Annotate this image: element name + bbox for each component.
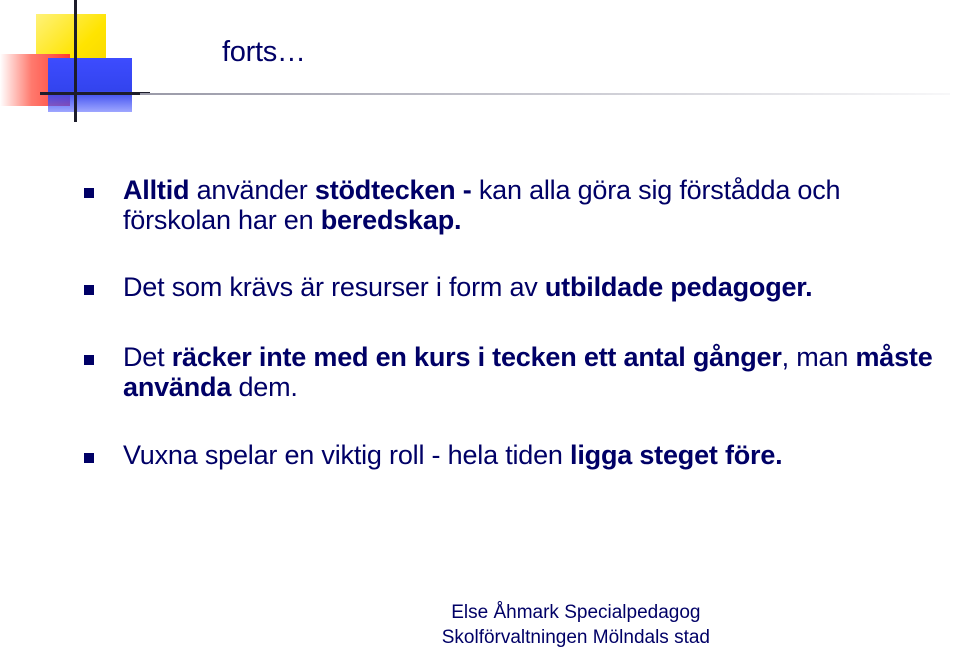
bullet-text [123, 175, 840, 235]
bold-text-run: beredskap. [320, 205, 462, 235]
text-run: använder [189, 175, 315, 205]
footer-organization: Skolförvaltningen Mölndals stad [441, 627, 710, 648]
footer [442, 600, 710, 650]
bold-text-run: måste använda [123, 342, 933, 402]
text-run: dem. [231, 372, 298, 402]
square-bullet-icon [84, 285, 94, 295]
text-run: Det [123, 342, 172, 372]
page-title: forts… [222, 36, 306, 68]
text-run: Vuxna spelar en viktig roll - hela tiden [123, 440, 571, 470]
bold-text-run: Alltid [123, 175, 190, 205]
bold-text-run: räcker inte med en kurs i tecken ett antal gånger [171, 342, 782, 372]
bullet-list [84, 170, 954, 470]
bullet-item-3 [84, 342, 954, 402]
bullet-item-4 [84, 440, 954, 470]
corner-logo-icon [0, 0, 140, 125]
square-bullet-icon [84, 453, 94, 463]
blue-square-icon [48, 58, 132, 112]
text-run: kan alla göra sig förstådda och förskolan har en [123, 175, 841, 235]
bullet-text [123, 342, 933, 402]
bold-text-run: ligga steget före. [570, 440, 783, 470]
bullet-item-1 [84, 175, 954, 235]
footer-author: Else Åhmark Specialpedagog [451, 602, 701, 623]
bullet-text [123, 440, 783, 470]
text-run: , man [781, 342, 856, 372]
vertical-line-icon [74, 0, 77, 122]
bold-text-run: stödtecken - [314, 175, 472, 205]
title-divider [140, 93, 950, 95]
text-run: Det som krävs är resurser i form av [123, 272, 545, 302]
horizontal-line-icon [40, 92, 150, 95]
bullet-text [123, 272, 812, 302]
bold-text-run: utbildade pedagoger. [544, 272, 813, 302]
square-bullet-icon [84, 188, 94, 198]
square-bullet-icon [84, 355, 94, 365]
bullet-item-2 [84, 272, 954, 302]
